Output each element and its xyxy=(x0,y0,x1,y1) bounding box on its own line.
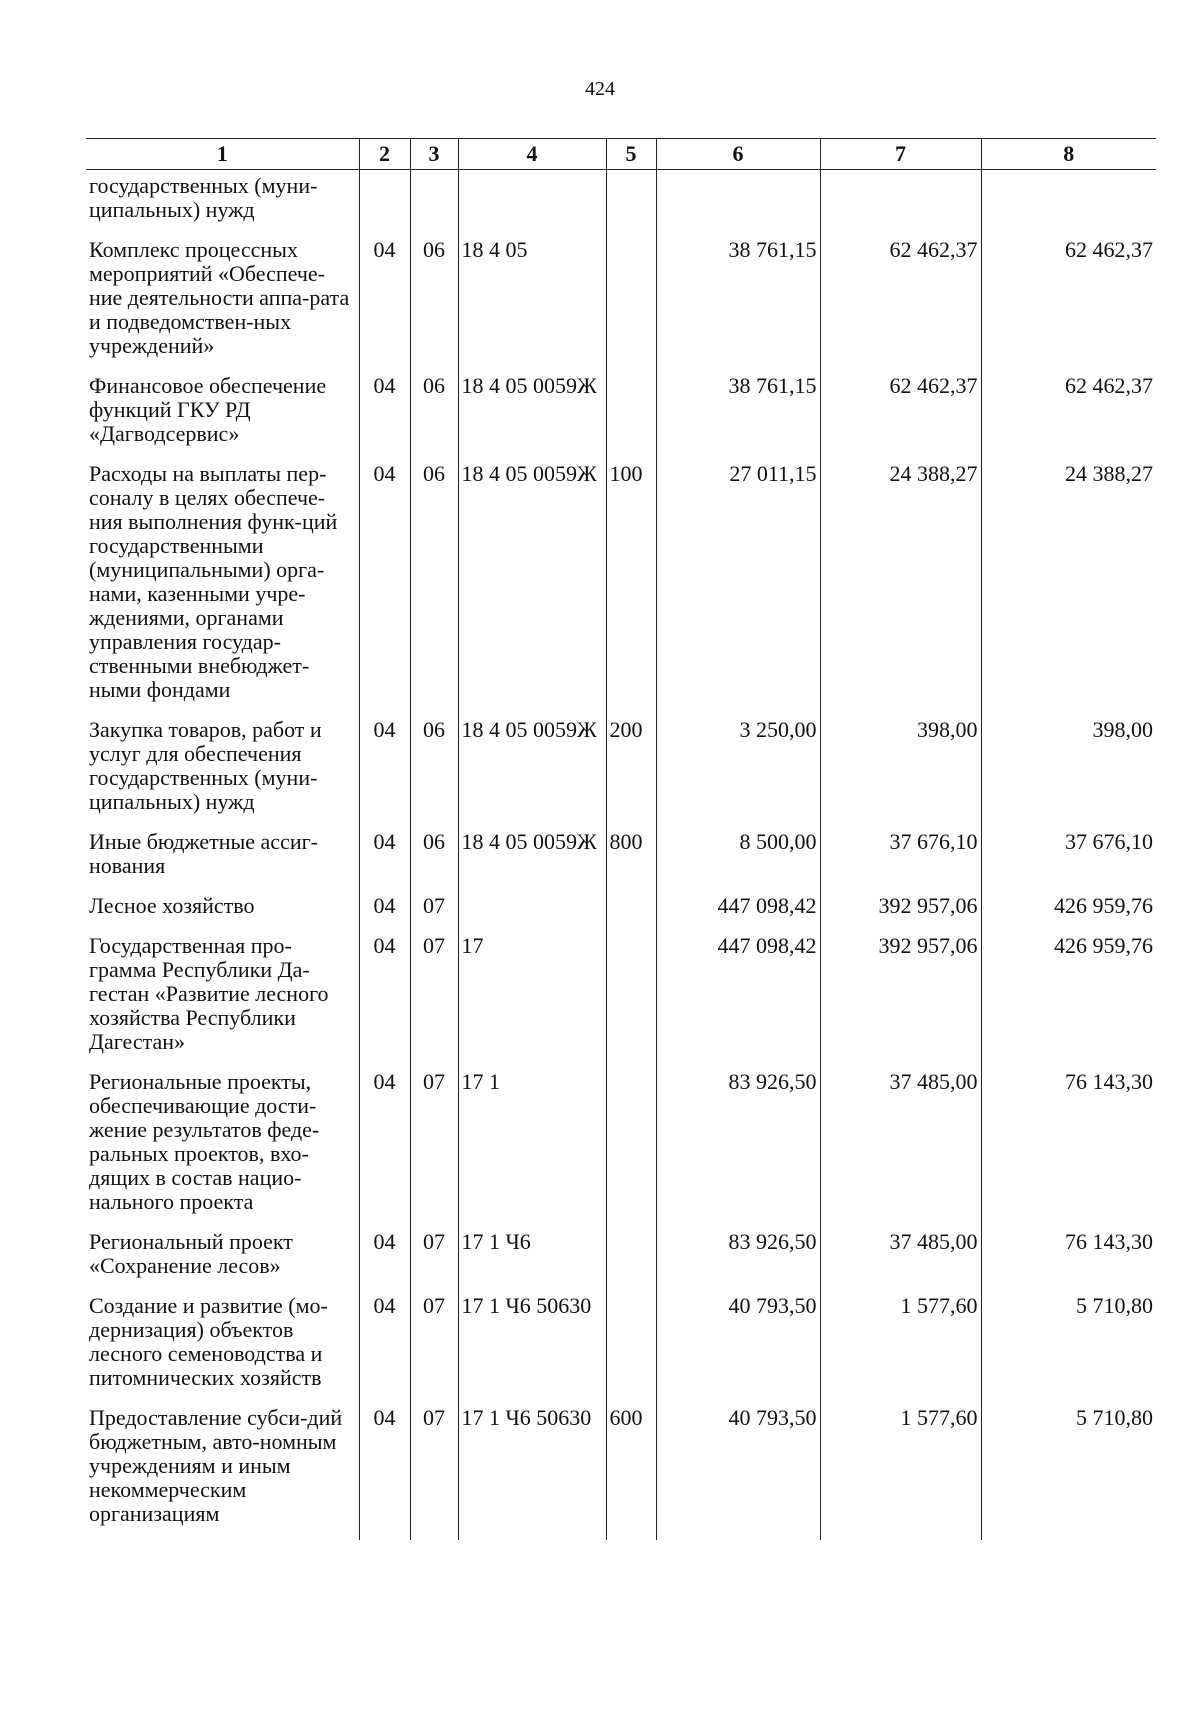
row-description: Лесное хозяйство xyxy=(89,893,255,918)
amount-col-7: 1 577,60 xyxy=(820,1404,981,1540)
amount-col-7: 392 957,06 xyxy=(820,892,981,932)
table-row xyxy=(86,170,1156,237)
target-article-code: 18 4 05 0059Ж xyxy=(458,716,606,828)
row-description: Предоставление субси-дий бюджетным, авто-номным учреждениям и иным некоммерческим организациям xyxy=(89,1405,343,1526)
section-code: 04 xyxy=(359,932,410,1068)
row-description: государственных (муни-ципальных) нужд xyxy=(89,173,318,222)
row-description: Иные бюджетные ассиг-нования xyxy=(89,829,318,878)
target-article-code: 17 1 Ч6 50630 xyxy=(458,1404,606,1540)
section-code: 04 xyxy=(359,1404,410,1540)
expense-type-code xyxy=(606,236,656,372)
subsection-code: 07 xyxy=(410,1404,458,1540)
expense-type-code xyxy=(606,1068,656,1228)
amount-col-8: 426 959,76 xyxy=(981,892,1156,932)
row-description: Финансовое обеспечение функций ГКУ РД «Дагводсервис» xyxy=(89,373,327,446)
amount-col-6: 38 761,15 xyxy=(656,372,820,460)
expense-type-code: 100 xyxy=(606,460,656,716)
expense-type-code: 200 xyxy=(606,716,656,828)
amount-col-8: 37 676,10 xyxy=(981,828,1156,892)
table-row xyxy=(86,1292,1156,1404)
table-row xyxy=(86,932,1156,1068)
amount-col-7 xyxy=(820,170,981,237)
subsection-code: 07 xyxy=(410,892,458,932)
target-article-code: 18 4 05 xyxy=(458,236,606,372)
table-row xyxy=(86,460,1156,716)
row-description: Закупка товаров, работ и услуг для обеспечения государственных (муни-ципальных) нужд xyxy=(89,717,322,814)
section-code: 04 xyxy=(359,892,410,932)
amount-col-8: 76 143,30 xyxy=(981,1068,1156,1228)
subsection-code: 07 xyxy=(410,1292,458,1404)
target-article-code: 18 4 05 0059Ж xyxy=(458,372,606,460)
amount-col-8: 62 462,37 xyxy=(981,236,1156,372)
section-code: 04 xyxy=(359,372,410,460)
amount-col-6: 40 793,50 xyxy=(656,1292,820,1404)
expense-type-code xyxy=(606,1228,656,1292)
expense-type-code xyxy=(606,932,656,1068)
column-header: 3 xyxy=(410,139,458,170)
section-code: 04 xyxy=(359,828,410,892)
table-row xyxy=(86,1404,1156,1540)
column-header: 2 xyxy=(359,139,410,170)
expense-type-code: 600 xyxy=(606,1404,656,1540)
subsection-code xyxy=(410,170,458,237)
subsection-code: 06 xyxy=(410,828,458,892)
expense-type-code xyxy=(606,892,656,932)
target-article-code: 18 4 05 0059Ж xyxy=(458,828,606,892)
row-description: Создание и развитие (мо-дернизация) объектов лесного семеноводства и питомнических хозяйств xyxy=(89,1293,328,1390)
row-description: Региональный проект «Сохранение лесов» xyxy=(89,1229,293,1278)
target-article-code: 17 1 Ч6 50630 xyxy=(458,1292,606,1404)
amount-col-7: 392 957,06 xyxy=(820,932,981,1068)
row-description: Расходы на выплаты пер-соналу в целях обеспече-ния выполнения функ-ций государственными (муниципальными) орга-нами, казенными учре-ждениями, органами управления государ-ственными внебюджет-ными фондами xyxy=(89,461,338,702)
amount-col-8: 5 710,80 xyxy=(981,1404,1156,1540)
target-article-code xyxy=(458,170,606,237)
amount-col-7: 37 485,00 xyxy=(820,1228,981,1292)
section-code: 04 xyxy=(359,1068,410,1228)
subsection-code: 06 xyxy=(410,372,458,460)
amount-col-8: 398,00 xyxy=(981,716,1156,828)
amount-col-7: 37 485,00 xyxy=(820,1068,981,1228)
table-row xyxy=(86,828,1156,892)
amount-col-7: 37 676,10 xyxy=(820,828,981,892)
expense-type-code: 800 xyxy=(606,828,656,892)
row-description: Государственная про-грамма Республики Да-гестан «Развитие лесного хозяйства Республики Дагестан» xyxy=(89,933,329,1054)
row-description: Комплекс процессных мероприятий «Обеспече-ние деятельности аппа-рата и подведомствен-ных учреждений» xyxy=(89,237,350,358)
column-header: 7 xyxy=(820,139,981,170)
amount-col-6: 27 011,15 xyxy=(656,460,820,716)
header-row xyxy=(86,139,1156,170)
page-number: 424 xyxy=(585,78,615,100)
section-code xyxy=(359,170,410,237)
table-row xyxy=(86,372,1156,460)
subsection-code: 06 xyxy=(410,716,458,828)
table-row xyxy=(86,1068,1156,1228)
column-header: 4 xyxy=(458,139,606,170)
table-row xyxy=(86,716,1156,828)
row-description: Региональные проекты, обеспечивающие дости-жение результатов феде-ральных проектов, вхо-дящих в состав нацио-нального проекта xyxy=(89,1069,320,1214)
expense-type-code xyxy=(606,372,656,460)
column-header: 5 xyxy=(606,139,656,170)
amount-col-6: 40 793,50 xyxy=(656,1404,820,1540)
target-article-code: 17 xyxy=(458,932,606,1068)
amount-col-6: 83 926,50 xyxy=(656,1068,820,1228)
table-row xyxy=(86,1228,1156,1292)
column-header: 6 xyxy=(656,139,820,170)
amount-col-7: 1 577,60 xyxy=(820,1292,981,1404)
target-article-code: 17 1 xyxy=(458,1068,606,1228)
amount-col-6: 38 761,15 xyxy=(656,236,820,372)
amount-col-8 xyxy=(981,170,1156,237)
expense-type-code xyxy=(606,1292,656,1404)
section-code: 04 xyxy=(359,1228,410,1292)
amount-col-7: 62 462,37 xyxy=(820,372,981,460)
section-code: 04 xyxy=(359,1292,410,1404)
column-header: 1 xyxy=(86,139,359,170)
section-code: 04 xyxy=(359,236,410,372)
amount-col-8: 62 462,37 xyxy=(981,372,1156,460)
amount-col-7: 24 388,27 xyxy=(820,460,981,716)
subsection-code: 07 xyxy=(410,1228,458,1292)
section-code: 04 xyxy=(359,716,410,828)
amount-col-7: 398,00 xyxy=(820,716,981,828)
amount-col-8: 5 710,80 xyxy=(981,1292,1156,1404)
expense-type-code xyxy=(606,170,656,237)
amount-col-6: 3 250,00 xyxy=(656,716,820,828)
amount-col-8: 426 959,76 xyxy=(981,932,1156,1068)
amount-col-8: 76 143,30 xyxy=(981,1228,1156,1292)
amount-col-6: 447 098,42 xyxy=(656,892,820,932)
target-article-code: 18 4 05 0059Ж xyxy=(458,460,606,716)
column-header: 8 xyxy=(981,139,1156,170)
subsection-code: 06 xyxy=(410,460,458,716)
subsection-code: 07 xyxy=(410,932,458,1068)
table-row xyxy=(86,236,1156,372)
amount-col-6: 83 926,50 xyxy=(656,1228,820,1292)
target-article-code: 17 1 Ч6 xyxy=(458,1228,606,1292)
amount-col-6: 8 500,00 xyxy=(656,828,820,892)
amount-col-7: 62 462,37 xyxy=(820,236,981,372)
amount-col-6: 447 098,42 xyxy=(656,932,820,1068)
amount-col-8: 24 388,27 xyxy=(981,460,1156,716)
budget-table xyxy=(86,138,1156,1540)
section-code: 04 xyxy=(359,460,410,716)
table-row xyxy=(86,892,1156,932)
subsection-code: 06 xyxy=(410,236,458,372)
subsection-code: 07 xyxy=(410,1068,458,1228)
target-article-code xyxy=(458,892,606,932)
amount-col-6 xyxy=(656,170,820,237)
